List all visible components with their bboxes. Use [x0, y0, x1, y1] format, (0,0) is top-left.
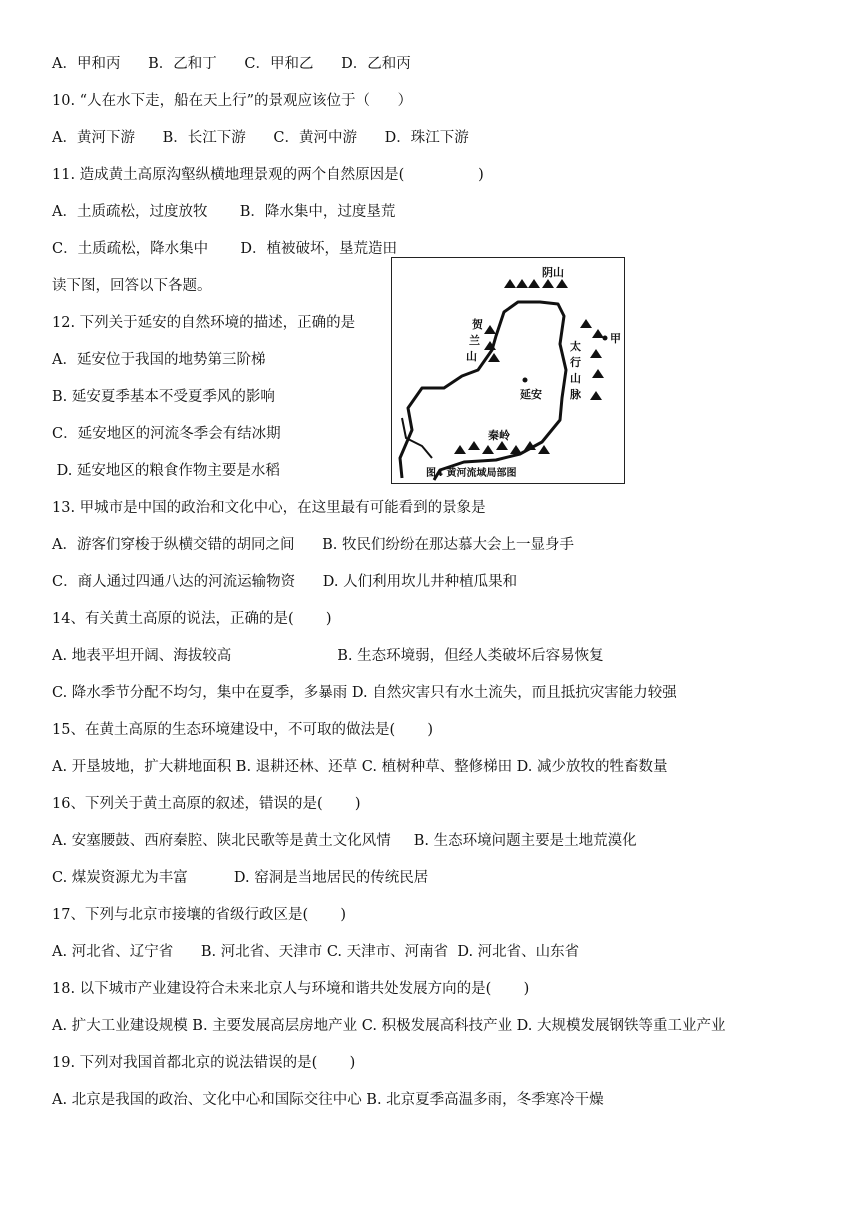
- helanshan-label-2: 兰: [469, 334, 480, 347]
- q16-options-cd: C. 煤炭资源尤为丰富 D. 窑洞是当地居民的传统民居: [52, 870, 429, 886]
- q18-options: A. 扩大工业建设规模 B. 主要发展高层房地产业 C. 积极发展高科技产业 D. 大规模发展钢铁等重工业产业: [52, 1018, 726, 1034]
- q16-stem: 16、下列关于黄土高原的叙述，错误的是( ): [52, 796, 361, 812]
- q13-stem: 13. 甲城市是中国的政治和文化中心，在这里最有可能看到的景象是: [52, 500, 486, 516]
- q12-stem: 12. 下列关于延安的自然环境的描述，正确的是: [52, 315, 356, 331]
- q14-options-ab: A. 地表平坦开阔、海拔较高 B. 生态环境弱，但经人类破坏后容易恢复: [52, 648, 604, 664]
- q13-options-cd: C．商人通过四通八达的河流运输物资 D. 人们利用坎儿井种植瓜果和: [52, 574, 518, 590]
- taihangshan-label-2: 行: [570, 356, 581, 369]
- q11-stem: 11. 造成黄土高原沟壑纵横地理景观的两个自然原因是( ): [52, 167, 484, 183]
- q15-options: A. 开垦坡地，扩大耕地面积 B. 退耕还林、还草 C. 植树种草、整修梯田 D. 减少放牧的牲畜数量: [52, 759, 668, 775]
- tributary-line: [402, 418, 432, 458]
- yanan-city-dot: [523, 378, 528, 383]
- q12-option-c: C．延安地区的河流冬季会有结冰期: [52, 426, 281, 442]
- q11-options-cd: C．土质疏松，降水集中 D．植被破坏，垦荒造田: [52, 241, 397, 257]
- taihangshan-label-3: 山: [570, 372, 581, 385]
- q17-stem: 17、下列与北京市接壤的省级行政区是( ): [52, 907, 347, 923]
- yinshan-mountain-icons: [504, 279, 568, 288]
- jia-city-dot: [603, 336, 608, 341]
- q14-options-cd: C. 降水季节分配不均匀，集中在夏季，多暴雨 D. 自然灾害只有水土流失，而且抵抗灾害能力较强: [52, 685, 677, 701]
- q14-stem: 14、有关黄土高原的说法，正确的是( ): [52, 611, 332, 627]
- q11-options-ab: A．土质疏松，过度放牧 B．降水集中，过度垦荒: [52, 204, 396, 220]
- q10-stem: 10. “人在水下走，船在天上行”的景观应该位于（ ）: [52, 93, 413, 109]
- q13-options-ab: A．游客们穿梭于纵横交错的胡同之间 B. 牧民们纷纷在那达慕大会上一显身手: [52, 537, 574, 553]
- q9-options: A．甲和丙 B．乙和丁 C．甲和乙 D．乙和丙: [52, 56, 411, 72]
- taihangshan-mountain-icons: [580, 319, 604, 400]
- q16-options-ab: A. 安塞腰鼓、西府秦腔、陕北民歌等是黄土文化风情 B. 生态环境问题主要是土地荒漠化: [52, 833, 637, 849]
- q19-stem: 19. 下列对我国首都北京的说法错误的是( ): [52, 1055, 356, 1071]
- q15-stem: 15、在黄土高原的生态环境建设中，不可取的做法是( ): [52, 722, 434, 738]
- yinshan-label: 阴山: [542, 266, 564, 279]
- jia-label: 甲: [610, 332, 621, 345]
- q12-option-a: A．延安位于我国的地势第三阶梯: [52, 352, 266, 368]
- map-instruction: 读下图，回答以下各题。: [52, 278, 212, 294]
- helanshan-label-3: 山: [466, 350, 477, 363]
- map-caption: 图4 黄河流域局部图: [426, 468, 517, 479]
- yellow-river-map: [392, 258, 623, 482]
- yellow-river-map-figure: [391, 257, 625, 484]
- q10-options: A．黄河下游 B．长江下游 C．黄河中游 D．珠江下游: [52, 130, 469, 146]
- q19-options-ab: A. 北京是我国的政治、文化中心和国际交往中心 B. 北京夏季高温多雨，冬季寒冷干燥: [52, 1092, 604, 1108]
- taihangshan-label-1: 太: [570, 340, 581, 353]
- taihangshan-label-4: 脉: [570, 388, 581, 401]
- qinling-mountain-icons: [454, 441, 550, 454]
- helanshan-label-1: 贺: [472, 318, 483, 331]
- qinling-label: 秦岭: [488, 429, 510, 442]
- q18-stem: 18. 以下城市产业建设符合未来北京人与环境和谐共处发展方向的是( ): [52, 981, 530, 997]
- q17-options: A. 河北省、辽宁省 B. 河北省、天津市 C. 天津市、河南省 D. 河北省、山东省: [52, 944, 580, 960]
- q12-option-d: D. 延安地区的粮食作物主要是水稻: [52, 463, 280, 479]
- q12-option-b: B. 延安夏季基本不受夏季风的影响: [52, 389, 275, 405]
- yanan-label: 延安: [520, 388, 542, 401]
